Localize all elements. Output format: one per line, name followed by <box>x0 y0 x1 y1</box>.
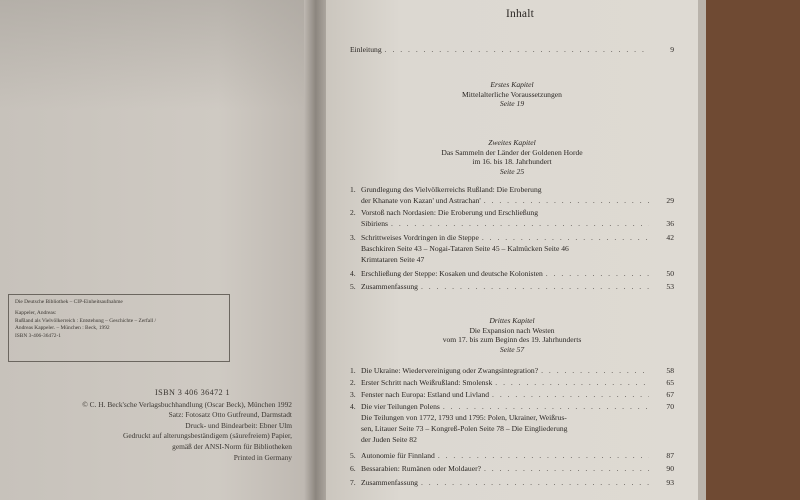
toc-page-number: 42 <box>666 233 674 242</box>
chapter-kicker: Drittes Kapitel <box>489 316 535 325</box>
toc-entry <box>350 281 674 292</box>
leader-dots <box>482 232 649 243</box>
cip-author: Kappeler, Andreas: <box>15 310 57 317</box>
entry-subentries: sen, Litauer Seite 73 – Kongreß-Polen Seite 78 – Die Eingliederung <box>361 424 568 433</box>
entry-label: Vorstoß nach Nordasien: Die Eroberung und Erschließung <box>361 208 539 217</box>
toc-entry <box>350 463 674 474</box>
toc-entry-sub <box>350 243 674 254</box>
entry-subentries: der Juden Seite 82 <box>361 435 417 444</box>
chapter-2-heading <box>326 138 698 176</box>
toc-entry <box>350 232 674 243</box>
toc-page-number: 90 <box>666 464 674 473</box>
entry-number: 4. <box>350 402 356 411</box>
entry-subentries: Baschkiren Seite 43 – Nogai-Tataren Seite 45 – Kalmücken Seite 46 <box>361 244 569 253</box>
entry-label: Die vier Teilungen Polens <box>361 402 440 411</box>
imprint-publisher: © C. H. Beck'sche Verlagsbuchhandlung (Oscar Beck), München 1992 <box>82 399 292 409</box>
imprint-typesetting: Satz: Fotosatz Otto Gutfreund, Darmstadt <box>168 410 292 420</box>
chapter-title: Mittelalterliche Voraussetzungen <box>462 89 562 99</box>
cip-heading: Die Deutsche Bibliothek – CIP-Einheitsaufnahme <box>15 299 123 305</box>
leader-dots <box>484 463 649 474</box>
toc-page-number: 53 <box>666 282 674 291</box>
entry-label: Zusammenfassung <box>361 282 418 291</box>
chapter-page: Seite 57 <box>499 344 525 354</box>
right-page-contents <box>326 0 698 500</box>
toc-entry <box>350 401 674 412</box>
toc-entry <box>350 477 674 488</box>
entry-number: 3. <box>350 233 356 242</box>
toc-entry-intro <box>350 44 674 55</box>
chapter-title-line1: Das Sammeln der Länder der Goldenen Horde <box>441 147 583 157</box>
imprint-paper: Gedruckt auf alterungsbeständigem (säurefreiem) Papier, <box>122 431 292 441</box>
show-through-shadow <box>0 0 312 110</box>
toc-entry-sub <box>350 434 674 445</box>
entry-subentries: Die Teilungen von 1772, 1793 und 1795: Polen, Ukrainer, Weißrus- <box>361 413 567 422</box>
entry-number: 5. <box>350 451 356 460</box>
entry-number: 7. <box>350 478 356 487</box>
leader-dots <box>421 281 649 292</box>
entry-number: 1. <box>350 185 356 194</box>
entry-number: 3. <box>350 390 356 399</box>
toc-page-number: 87 <box>666 451 674 460</box>
chapter-page: Seite 25 <box>499 166 525 176</box>
page-block-edge <box>698 0 706 500</box>
leader-dots <box>421 477 649 488</box>
chapter-title-line1: Die Expansion nach Westen <box>469 325 555 335</box>
toc-page-number: 50 <box>666 269 674 278</box>
entry-label: Bessarabien: Rumänen oder Moldauer? <box>361 464 481 473</box>
entry-label-cont: Sibiriens <box>361 219 389 228</box>
chapter-title-line2: im 16. bis 18. Jahrhundert <box>472 157 552 167</box>
leader-dots <box>443 401 649 412</box>
leader-dots <box>546 268 649 279</box>
leader-dots <box>385 44 649 55</box>
leader-dots <box>484 195 649 206</box>
entry-number: 2. <box>350 378 356 387</box>
toc-entry-sub <box>350 254 674 265</box>
chapter-kicker: Zweites Kapitel <box>488 138 536 147</box>
toc-entry <box>350 450 674 461</box>
entry-number: 4. <box>350 269 356 278</box>
toc-page-number: 65 <box>666 378 674 387</box>
entry-label: Fenster nach Europa: Estland und Livland <box>361 390 490 399</box>
entry-label: Erschließung der Steppe: Kosaken und deutsche Kolonisten <box>361 269 543 278</box>
chapter-page: Seite 19 <box>499 99 525 109</box>
left-page <box>0 0 312 500</box>
toc-entry <box>350 184 674 195</box>
chapter-1-heading <box>326 80 698 109</box>
entry-number: 2. <box>350 208 356 217</box>
entry-label: Die Ukraine: Wiedervereinigung oder Zwangsintegration? <box>361 366 539 375</box>
cip-isbn: ISBN 3-406-36472-1 <box>15 332 61 339</box>
imprint-printed-in: Printed in Germany <box>233 452 292 462</box>
imprint-isbn: ISBN 3 406 36472 1 <box>155 388 230 397</box>
entry-label: Autonomie für Finnland <box>361 451 435 460</box>
cip-title-line1: Rußland als Vielvölkerreich : Entstehung – Geschichte – Zerfall / <box>15 317 157 324</box>
toc-page-number: 93 <box>666 478 674 487</box>
entry-subentries: Krimtataren Seite 47 <box>361 255 425 264</box>
entry-number: 6. <box>350 464 356 473</box>
leader-dots <box>541 365 649 376</box>
toc-page-number: 67 <box>666 390 674 399</box>
toc-entry <box>350 377 674 388</box>
toc-entry <box>350 207 674 218</box>
toc-entry-label: Einleitung <box>350 45 382 54</box>
cip-record-box <box>8 294 230 362</box>
toc-entry-cont <box>350 195 674 206</box>
leader-dots <box>495 377 649 388</box>
toc-title: Inhalt <box>506 8 535 20</box>
imprint-block <box>0 388 292 463</box>
entry-label: Zusammenfassung <box>361 478 418 487</box>
entry-number: 1. <box>350 366 356 375</box>
chapter-3-heading <box>326 316 698 354</box>
toc-page-number: 29 <box>666 196 674 205</box>
leader-dots <box>438 450 649 461</box>
chapter-kicker: Erstes Kapitel <box>490 80 534 89</box>
toc-entry-sub <box>350 412 674 423</box>
entry-number: 5. <box>350 282 356 291</box>
leader-dots <box>391 218 649 229</box>
leader-dots <box>492 389 649 400</box>
cip-title-line2: Andreas Kappeler. – München : Beck, 1992 <box>15 325 110 332</box>
entry-label: Grundlegung des Vielvölkerreichs Rußland: Die Eroberung <box>361 185 542 194</box>
toc-entry <box>350 268 674 279</box>
toc-entry-cont <box>350 218 674 229</box>
toc-entry <box>350 365 674 376</box>
toc-page-number: 36 <box>666 219 674 228</box>
toc-page-number: 58 <box>666 366 674 375</box>
toc-entry <box>350 389 674 400</box>
toc-page-number: 70 <box>666 402 674 411</box>
entry-label-cont: der Khanate von Kazan' und Astrachan' <box>361 196 481 205</box>
toc-entry-sub <box>350 423 674 434</box>
imprint-ansi: gemäß der ANSI-Norm für Bibliotheken <box>172 441 292 451</box>
toc-page-number: 9 <box>670 45 674 54</box>
imprint-printing: Druck- und Bindearbeit: Ebner Ulm <box>185 420 292 430</box>
entry-label: Schrittweises Vordringen in die Steppe <box>361 233 479 242</box>
chapter-title-line2: vom 17. bis zum Beginn des 19. Jahrhunderts <box>442 335 582 345</box>
entry-label: Erster Schritt nach Weißrußland: Smolensk <box>361 378 493 387</box>
